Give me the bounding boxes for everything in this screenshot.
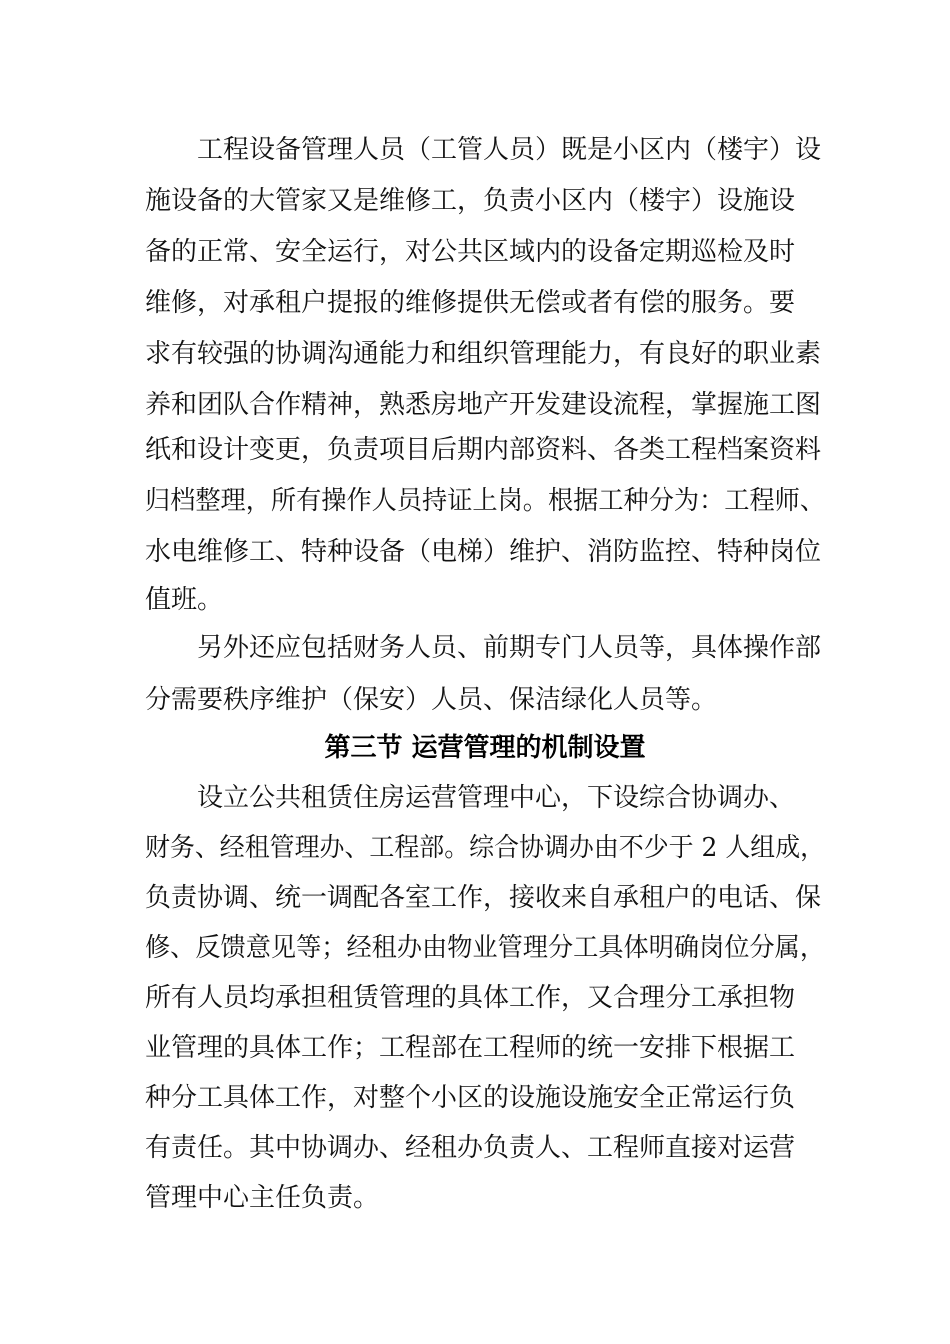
paragraph-1-line: 施设备的大管家又是维修工，负责小区内（楼宇）设施设 [145,186,796,216]
paragraph-3-line: 种分工具体工作，对整个小区的设施设施安全正常运行负 [145,1083,796,1113]
paragraph-1-line: 值班。 [145,585,224,615]
paragraph-1-line: 工程设备管理人员（工管人员）既是小区内（楼宇）设 [197,135,822,165]
paragraph-3-line: 所有人员均承担租赁管理的具体工作，又合理分工承担物 [145,983,796,1013]
paragraph-3-line: 修、反馈意见等；经租办由物业管理分工具体明确岗位分属， [145,933,826,963]
section-heading: 第三节 运营管理的机制设置 [324,733,646,763]
paragraph-1-line: 备的正常、安全运行，对公共区域内的设备定期巡检及时 [145,237,796,267]
paragraph-1-line: 维修，对承租户提报的维修提供无偿或者有偿的服务。要 [145,288,796,318]
paragraph-1-line: 求有较强的协调沟通能力和组织管理能力，有良好的职业素 [145,339,822,369]
paragraph-1-line: 纸和设计变更，负责项目后期内部资料、各类工程档案资料 [145,435,822,465]
paragraph-1-line: 归档整理，所有操作人员持证上岗。根据工种分为：工程师、 [145,486,826,516]
paragraph-3-line: 业管理的具体工作；工程部在工程师的统一安排下根据工 [145,1033,796,1063]
paragraph-2-line: 另外还应包括财务人员、前期专门人员等，具体操作部 [197,633,822,663]
paragraph-1-line: 养和团队合作精神，熟悉房地产开发建设流程，掌握施工图 [145,390,822,420]
paragraph-3-line: 负责协调、统一调配各室工作，接收来自承租户的电话、保 [145,883,822,913]
paragraph-3-line: 管理中心主任负责。 [145,1183,380,1213]
paragraph-3-line: 设立公共租赁住房运营管理中心，下设综合协调办、 [197,783,796,813]
paragraph-1-line: 水电维修工、特种设备（电梯）维护、消防监控、特种岗位 [145,537,822,567]
paragraph-2-line: 分需要秩序维护（保安）人员、保洁绿化人员等。 [145,685,718,715]
paragraph-3-line: 有责任。其中协调办、经租办负责人、工程师直接对运营 [145,1133,796,1163]
paragraph-3-line: 财务、经租管理办、工程部。综合协调办由不少于 2 人组成， [145,833,826,863]
